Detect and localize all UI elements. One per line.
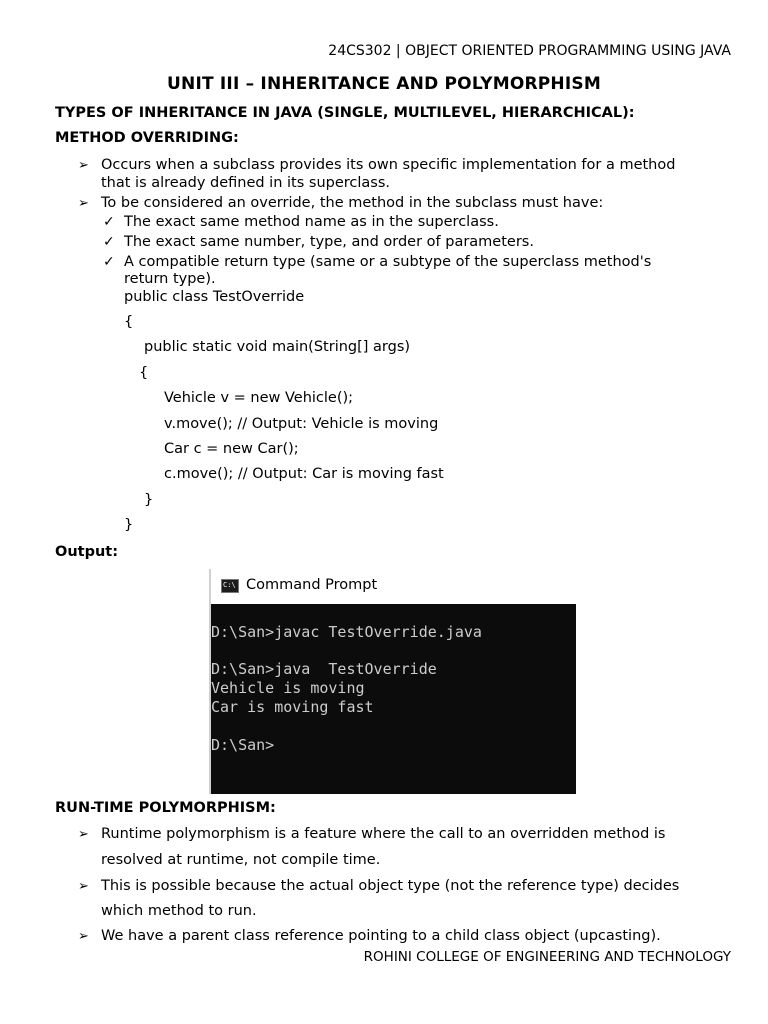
unit-title: UNIT III – INHERITANCE AND POLYMORPHISM	[167, 74, 601, 94]
console-line: D:\San>javac TestOverride.java	[211, 623, 482, 641]
bullet-text: To be considered an override, the method in the subclass must have:	[101, 195, 604, 211]
code-line: Vehicle v = new Vehicle();	[164, 390, 354, 406]
bullet-arrow-icon: ➢	[78, 158, 89, 173]
code-line: public class TestOverride	[124, 289, 305, 305]
check-item-text: The exact same number, type, and order of parameters.	[124, 234, 534, 250]
code-line: Car c = new Car();	[164, 441, 299, 457]
bullet-arrow-icon: ➢	[78, 196, 89, 211]
code-line: }	[144, 492, 154, 508]
code-line: public static void main(String[] args)	[144, 339, 411, 355]
output-label: Output:	[55, 544, 119, 560]
cmd-console	[209, 604, 576, 794]
inheritance-types-heading: TYPES OF INHERITANCE IN JAVA (SINGLE, MULTILEVEL, HIERARCHICAL):	[55, 105, 635, 121]
course-header: 24CS302 | OBJECT ORIENTED PROGRAMMING USING JAVA	[328, 43, 731, 59]
code-line: v.move(); // Output: Vehicle is moving	[164, 416, 439, 432]
bullet-arrow-icon: ➢	[78, 879, 89, 894]
runtime-polymorphism-heading: RUN-TIME POLYMORPHISM:	[55, 800, 276, 816]
check-item-text: The exact same method name as in the superclass.	[124, 214, 499, 230]
cmd-titlebar	[209, 569, 576, 604]
console-line: D:\San>java TestOverride	[211, 660, 437, 678]
code-line: {	[124, 314, 134, 330]
console-line: Vehicle is moving	[211, 679, 365, 697]
cmd-window-title: Command Prompt	[246, 577, 378, 593]
checkmark-icon: ✓	[103, 234, 115, 250]
cmd-icon-label: C:\	[223, 581, 236, 589]
bullet-text: We have a parent class reference pointing to a child class object (upcasting).	[101, 928, 661, 944]
code-line: }	[124, 517, 134, 533]
screenshot-edge	[209, 569, 211, 794]
check-item-text: A compatible return type (same or a subtype of the superclass method's	[124, 254, 652, 270]
bullet-text: Occurs when a subclass provides its own specific implementation for a method	[101, 157, 676, 173]
console-line: Car is moving fast	[211, 698, 374, 716]
console-line: D:\San>	[211, 736, 275, 754]
checkmark-icon: ✓	[103, 254, 115, 270]
bullet-arrow-icon: ➢	[78, 929, 89, 944]
checkmark-icon: ✓	[103, 214, 115, 230]
bullet-text: Runtime polymorphism is a feature where the call to an overridden method is	[101, 826, 666, 842]
bullet-text: that is already defined in its superclass.	[101, 175, 391, 191]
code-line: c.move(); // Output: Car is moving fast	[164, 466, 444, 482]
check-item-text: return type).	[124, 271, 216, 287]
method-overriding-heading: METHOD OVERRIDING:	[55, 130, 239, 146]
code-line: {	[139, 365, 149, 381]
command-prompt-screenshot	[209, 569, 576, 794]
command-prompt-icon	[221, 579, 239, 593]
college-footer: ROHINI COLLEGE OF ENGINEERING AND TECHNOLOGY	[363, 949, 731, 965]
bullet-text: which method to run.	[101, 903, 257, 919]
bullet-text: This is possible because the actual object type (not the reference type) decides	[101, 878, 680, 894]
bullet-text: resolved at runtime, not compile time.	[101, 852, 381, 868]
bullet-arrow-icon: ➢	[78, 827, 89, 842]
